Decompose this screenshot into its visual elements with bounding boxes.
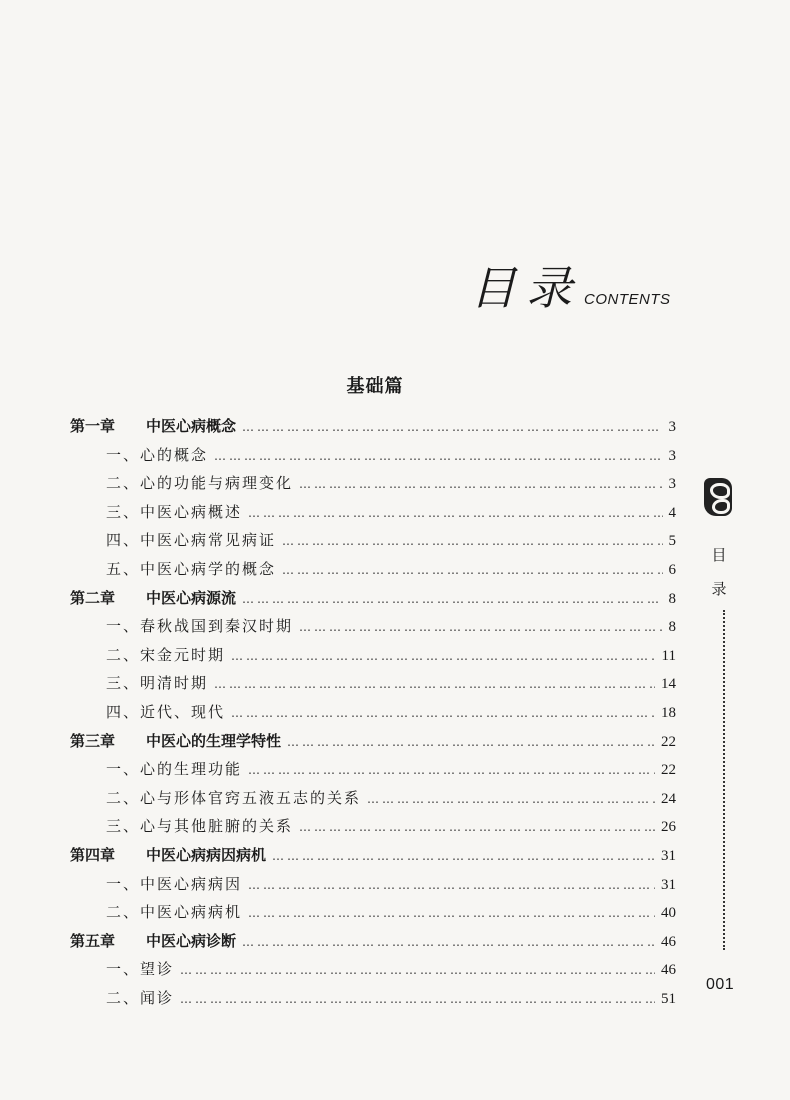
side-label-char-2: 录	[711, 580, 727, 598]
chapter-title: 中医心病病因病机	[146, 845, 267, 864]
toc-chapter-row	[70, 841, 676, 870]
chapter-number: 第一章	[70, 417, 116, 435]
chapter-title: 中医心病诊断	[146, 931, 237, 950]
toc-page-number: 22	[661, 733, 676, 750]
side-dotted-rule	[723, 610, 725, 950]
toc-page-number: 4	[668, 504, 676, 521]
toc-section-row	[70, 784, 676, 813]
section-emblem-icon	[704, 478, 732, 516]
toc-section-row	[70, 898, 676, 927]
toc-entry-label: 二、中医心病病机	[106, 903, 243, 922]
toc-section-row	[70, 641, 676, 670]
dot-leader	[180, 956, 655, 985]
side-label	[709, 538, 729, 606]
toc-section-row	[70, 498, 676, 527]
toc-entry-label: 一、望诊	[106, 960, 175, 979]
dot-leader	[231, 642, 656, 671]
toc-section-row	[70, 555, 676, 584]
side-label-char-1: 目	[711, 546, 727, 564]
toc-section-row	[70, 469, 676, 498]
toc-page-number: 46	[661, 933, 676, 950]
dot-leader	[367, 785, 655, 814]
toc-entry-label	[70, 841, 266, 870]
toc-chapter-row	[70, 727, 676, 756]
toc-entry-label	[70, 584, 236, 613]
toc-entry-label: 二、宋金元时期	[106, 645, 226, 664]
toc-page-number: 3	[668, 419, 676, 435]
toc-entry-label: 一、心的概念	[106, 445, 209, 464]
toc-section-row	[70, 984, 676, 1013]
toc-page-number: 18	[661, 704, 676, 721]
toc-chapter-row	[70, 584, 676, 613]
toc-entry-label: 一、心的生理功能	[106, 760, 243, 779]
toc-entry-label: 二、心与形体官窍五液五志的关系	[106, 788, 362, 807]
toc-list	[70, 412, 676, 1012]
dot-leader	[299, 470, 662, 499]
dot-leader	[242, 928, 655, 957]
toc-page-number: 3	[668, 476, 676, 493]
page-number: 001	[706, 976, 735, 993]
toc-entry-label: 三、中医心病概述	[106, 502, 243, 521]
toc-page-number: 6	[668, 561, 676, 578]
toc-page-number: 3	[668, 447, 676, 464]
chapter-title: 中医心病源流	[146, 588, 237, 607]
dot-leader	[287, 728, 655, 757]
dot-leader	[214, 442, 662, 471]
toc-section-row	[70, 755, 676, 784]
toc-page-number: 22	[661, 762, 676, 779]
chapter-number: 第二章	[70, 588, 116, 607]
chapter-title: 中医心病概念	[146, 417, 237, 435]
toc-page-number: 31	[661, 847, 676, 864]
dot-leader	[214, 670, 655, 699]
toc-entry-label: 二、心的功能与病理变化	[106, 474, 294, 493]
toc-page-number: 14	[661, 676, 676, 693]
toc-section-row	[70, 526, 676, 555]
dot-leader	[248, 899, 655, 928]
dot-leader	[242, 413, 662, 442]
toc-chapter-row	[70, 412, 676, 441]
toc-page-number: 11	[661, 647, 676, 664]
dot-leader	[248, 871, 655, 900]
toc-section-row	[70, 612, 676, 641]
toc-section-row	[70, 812, 676, 841]
dot-leader	[248, 499, 662, 528]
chapter-number: 第四章	[70, 845, 116, 864]
toc-section-row	[70, 955, 676, 984]
toc-entry-label	[70, 412, 236, 441]
toc-entry-label: 一、中医心病病因	[106, 874, 243, 893]
toc-entry-label: 五、中医心病学的概念	[106, 559, 277, 578]
toc-entry-label: 三、明清时期	[106, 674, 209, 693]
toc-section-row	[70, 698, 676, 727]
toc-entry-label: 二、闻诊	[106, 988, 175, 1007]
toc-title-cn: 目录	[470, 261, 582, 315]
dot-leader	[299, 613, 662, 642]
toc-entry-label: 四、中医心病常见病证	[106, 531, 277, 550]
toc-page-number: 31	[661, 876, 676, 893]
toc-page-number: 8	[668, 590, 676, 607]
dot-leader	[248, 756, 655, 785]
dot-leader	[180, 985, 655, 1014]
toc-page-number: 51	[661, 990, 676, 1007]
dot-leader	[272, 842, 655, 871]
toc-section-row	[70, 441, 676, 470]
toc-page-number: 8	[668, 619, 676, 636]
toc-entry-label	[70, 727, 281, 756]
toc-section-row	[70, 669, 676, 698]
toc-entry-label: 四、近代、现代	[106, 702, 226, 721]
dot-leader	[282, 527, 662, 556]
dot-leader	[299, 813, 655, 842]
chapter-title: 中医心的生理学特性	[146, 731, 282, 750]
toc-page-number: 40	[661, 905, 676, 922]
dot-leader	[242, 585, 662, 614]
toc-entry-label: 一、春秋战国到秦汉时期	[106, 617, 294, 636]
dot-leader	[231, 699, 655, 728]
toc-section-row	[70, 870, 676, 899]
toc-page-number: 46	[661, 962, 676, 979]
toc-entry-label: 三、心与其他脏腑的关系	[106, 817, 294, 836]
toc-entry-label	[70, 927, 236, 956]
chapter-number: 第三章	[70, 731, 116, 750]
toc-page-number: 26	[661, 819, 676, 836]
toc-page-number: 24	[661, 790, 676, 807]
toc-title	[470, 252, 671, 318]
part-title: 基础篇	[346, 376, 404, 397]
toc-page-number: 5	[668, 533, 676, 550]
toc-chapter-row	[70, 927, 676, 956]
chapter-number: 第五章	[70, 931, 116, 950]
dot-leader	[282, 556, 662, 585]
toc-title-en: CONTENTS	[584, 291, 671, 308]
